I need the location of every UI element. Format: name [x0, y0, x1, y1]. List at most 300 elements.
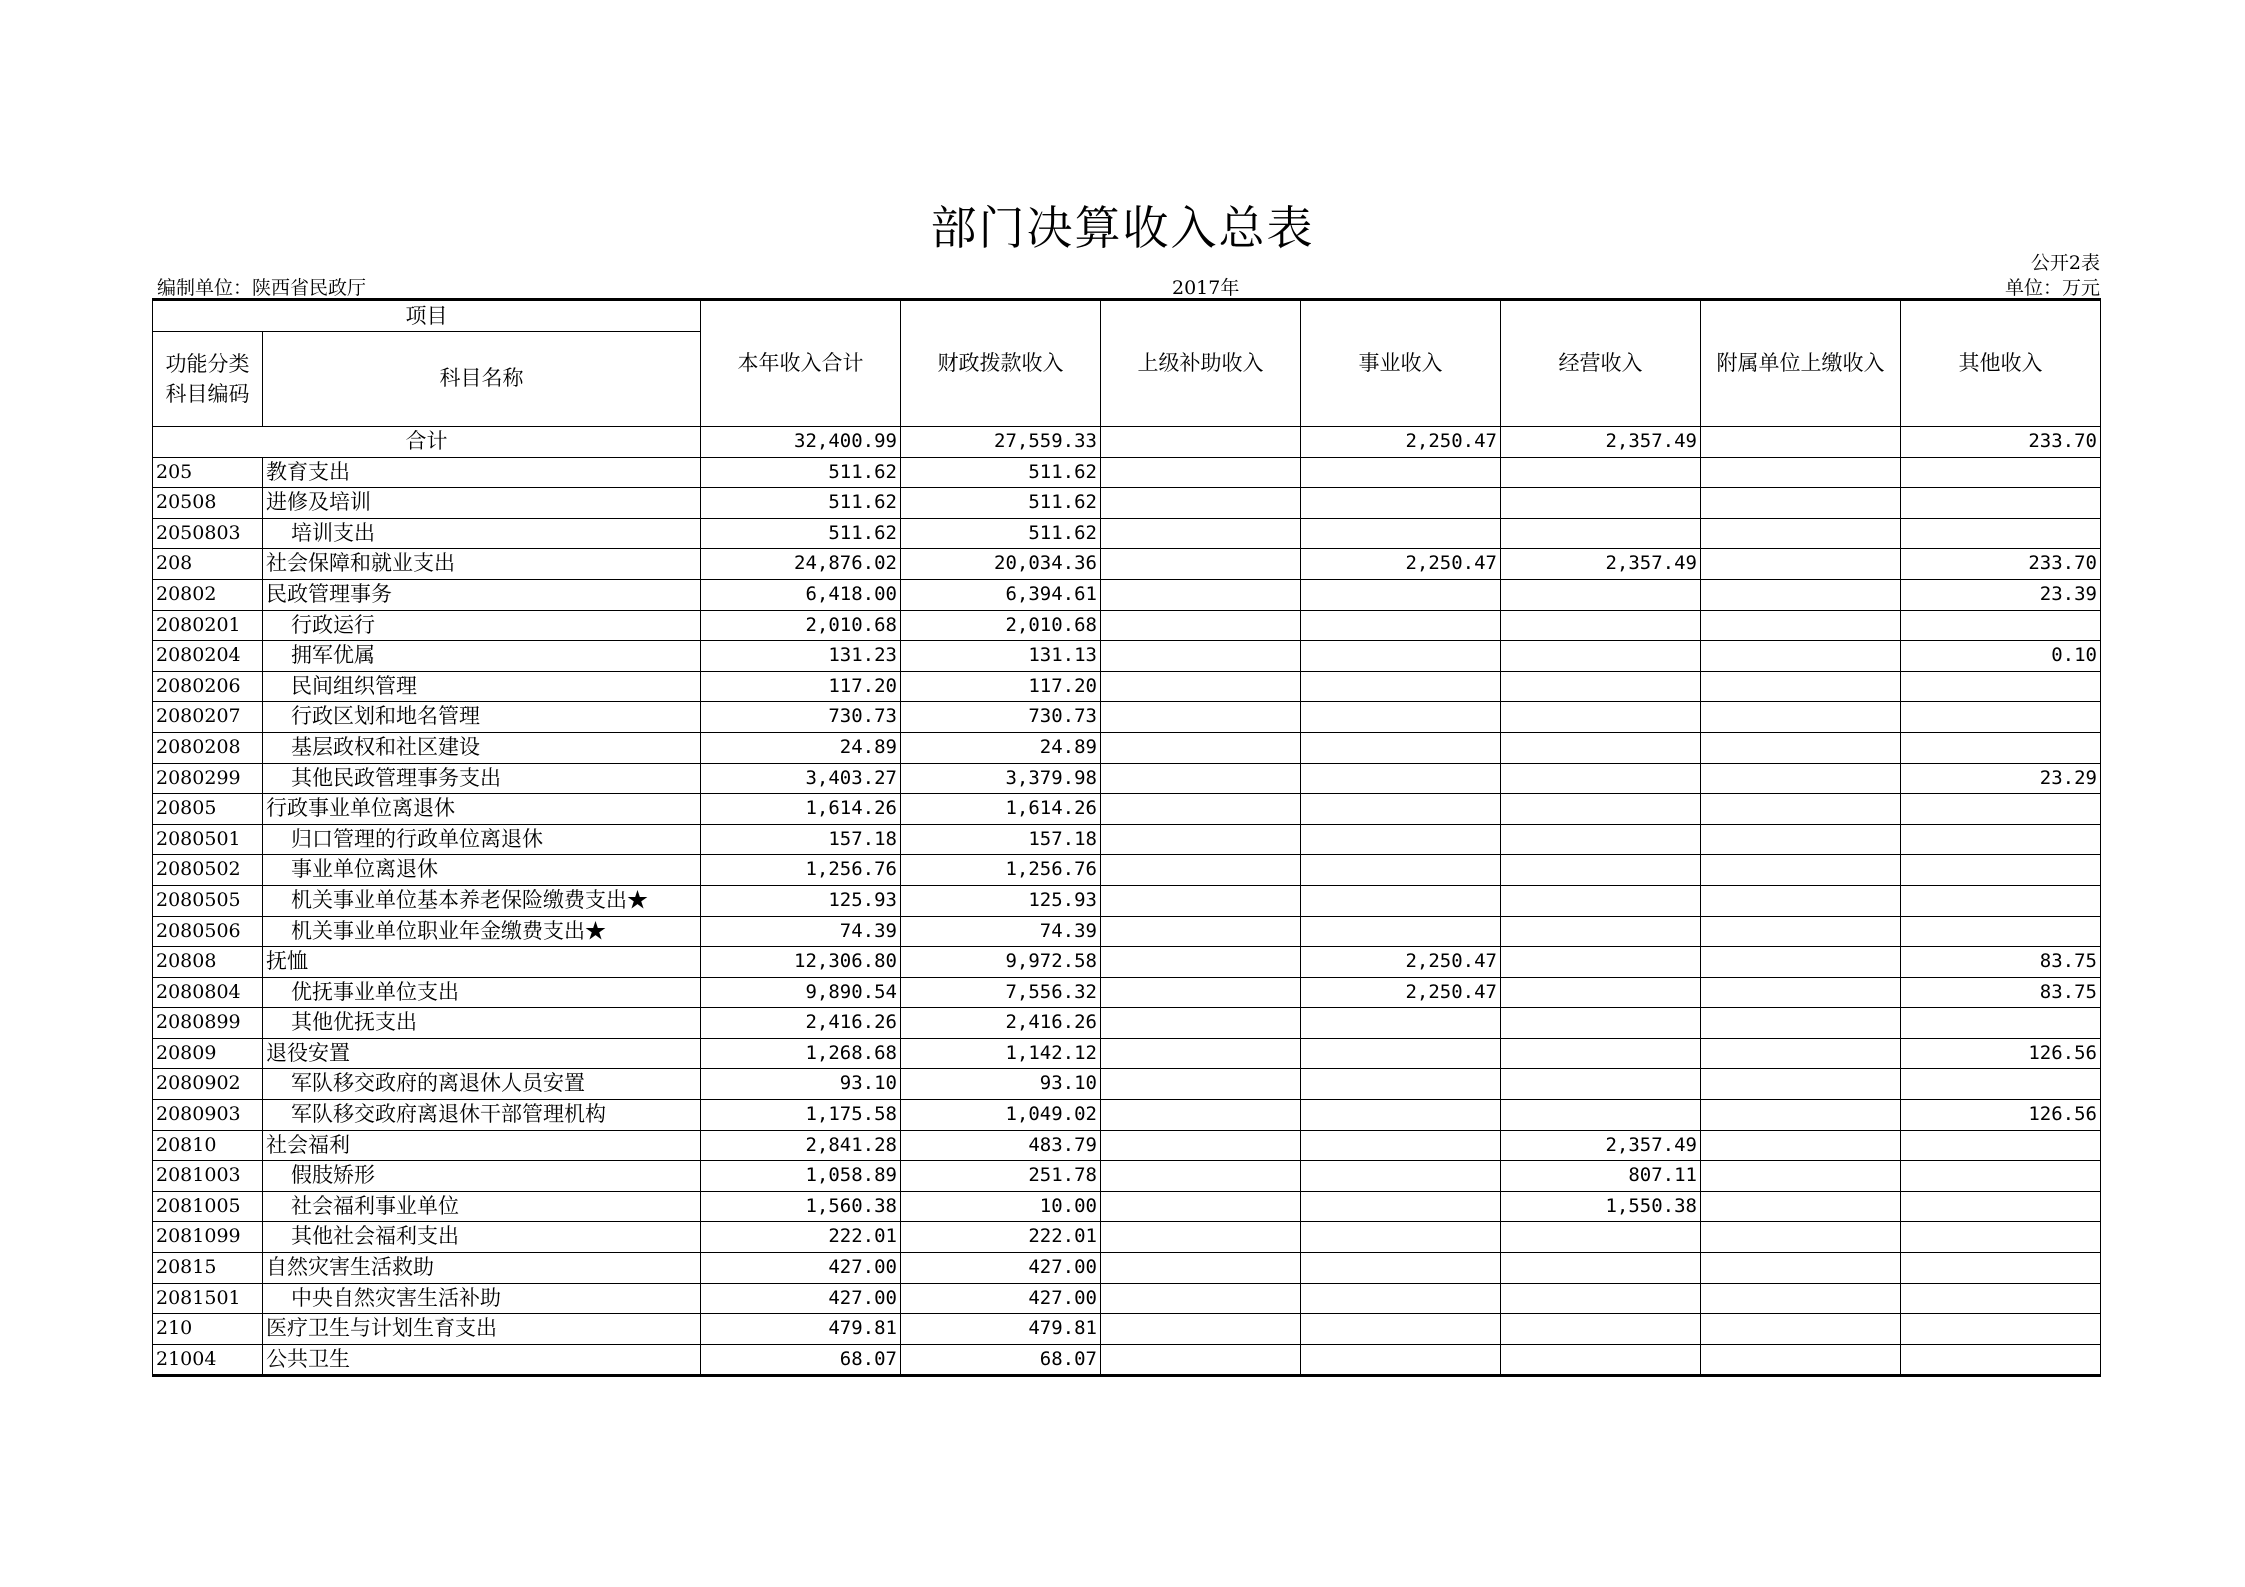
row-value: 1,560.38	[701, 1191, 901, 1222]
row-value	[1301, 1069, 1501, 1100]
row-value: 126.56	[1901, 1100, 2101, 1131]
row-code: 2080207	[153, 702, 263, 733]
row-value: 1,256.76	[701, 855, 901, 886]
table-row	[153, 1130, 2101, 1161]
row-value	[1701, 732, 1901, 763]
table-row	[153, 579, 2101, 610]
row-value	[1301, 518, 1501, 549]
row-value: 427.00	[701, 1283, 901, 1314]
row-value	[1901, 732, 2101, 763]
table-row	[153, 1191, 2101, 1222]
row-value	[1901, 1161, 2101, 1192]
row-value	[1301, 794, 1501, 825]
total-cell: 2,250.47	[1301, 427, 1501, 458]
row-value	[1101, 947, 1301, 978]
row-value: 511.62	[701, 457, 901, 488]
row-value: 12,306.80	[701, 947, 901, 978]
row-value: 24.89	[901, 732, 1101, 763]
row-value: 20,034.36	[901, 549, 1101, 580]
row-name: 民间组织管理	[263, 671, 701, 702]
row-value	[1501, 732, 1701, 763]
row-code: 2080208	[153, 732, 263, 763]
row-value	[1701, 794, 1901, 825]
col-superior-header: 上级补助收入	[1101, 300, 1301, 427]
row-value: 93.10	[701, 1069, 901, 1100]
row-name: 退役安置	[263, 1038, 701, 1069]
row-value	[1701, 1344, 1901, 1376]
row-value	[1901, 794, 2101, 825]
row-code: 20805	[153, 794, 263, 825]
row-value	[1501, 1069, 1701, 1100]
table-row	[153, 1008, 2101, 1039]
row-value	[1101, 488, 1301, 519]
col-operating-header: 经营收入	[1501, 300, 1701, 427]
row-value: 427.00	[901, 1283, 1101, 1314]
row-value	[1901, 916, 2101, 947]
col-code-header: 功能分类科目编码	[153, 332, 263, 427]
row-name: 行政区划和地名管理	[263, 702, 701, 733]
row-value	[1901, 1283, 2101, 1314]
row-value	[1501, 855, 1701, 886]
row-value: 24.89	[701, 732, 901, 763]
row-value	[1301, 763, 1501, 794]
row-value	[1501, 977, 1701, 1008]
row-name: 民政管理事务	[263, 579, 701, 610]
row-value	[1301, 1344, 1501, 1376]
row-value: 2,357.49	[1501, 549, 1701, 580]
income-table	[152, 298, 2101, 1377]
row-value	[1301, 1314, 1501, 1345]
row-value: 1,614.26	[701, 794, 901, 825]
row-name: 抚恤	[263, 947, 701, 978]
row-code: 2081003	[153, 1161, 263, 1192]
row-value: 74.39	[701, 916, 901, 947]
row-value	[1301, 457, 1501, 488]
row-value	[1701, 824, 1901, 855]
row-value	[1701, 885, 1901, 916]
row-name: 行政事业单位离退休	[263, 794, 701, 825]
row-value	[1701, 916, 1901, 947]
row-name: 军队移交政府的离退休人员安置	[263, 1069, 701, 1100]
row-value	[1701, 1100, 1901, 1131]
row-value	[1301, 1191, 1501, 1222]
row-value	[1501, 610, 1701, 641]
row-value: 1,142.12	[901, 1038, 1101, 1069]
table-row	[153, 488, 2101, 519]
table-row	[153, 610, 2101, 641]
row-value	[1101, 916, 1301, 947]
row-code: 2080899	[153, 1008, 263, 1039]
row-value	[1501, 794, 1701, 825]
row-value	[1701, 488, 1901, 519]
row-value	[1701, 671, 1901, 702]
row-value	[1101, 1100, 1301, 1131]
page-title: 部门决算收入总表	[930, 201, 1315, 255]
row-value	[1101, 1161, 1301, 1192]
row-value: 2,357.49	[1501, 1130, 1701, 1161]
row-value	[1301, 1038, 1501, 1069]
col-fiscal-header: 财政拨款收入	[901, 300, 1101, 427]
row-value: 479.81	[901, 1314, 1101, 1345]
row-value	[1501, 579, 1701, 610]
row-value	[1301, 1130, 1501, 1161]
row-value	[1701, 1069, 1901, 1100]
row-value	[1301, 671, 1501, 702]
row-value: 131.23	[701, 641, 901, 672]
table-row	[153, 1100, 2101, 1131]
row-value	[1101, 1314, 1301, 1345]
row-value	[1501, 947, 1701, 978]
row-value	[1901, 1191, 2101, 1222]
row-value	[1501, 1314, 1701, 1345]
row-value	[1101, 641, 1301, 672]
row-value	[1301, 579, 1501, 610]
row-value	[1901, 488, 2101, 519]
row-value: 511.62	[901, 518, 1101, 549]
row-value: 511.62	[701, 518, 901, 549]
row-value	[1901, 1314, 2101, 1345]
row-value	[1901, 885, 2101, 916]
total-cell: 32,400.99	[701, 427, 901, 458]
row-value	[1701, 855, 1901, 886]
row-value	[1101, 579, 1301, 610]
table-row	[153, 1253, 2101, 1284]
row-name: 拥军优属	[263, 641, 701, 672]
row-value	[1301, 1283, 1501, 1314]
row-code: 2080502	[153, 855, 263, 886]
table-row	[153, 763, 2101, 794]
row-name: 其他社会福利支出	[263, 1222, 701, 1253]
row-value	[1701, 1253, 1901, 1284]
row-value: 24,876.02	[701, 549, 901, 580]
row-value: 2,250.47	[1301, 977, 1501, 1008]
col-total-header: 本年收入合计	[701, 300, 901, 427]
row-value	[1901, 824, 2101, 855]
row-value	[1101, 855, 1301, 886]
row-value	[1101, 610, 1301, 641]
row-value: 1,049.02	[901, 1100, 1101, 1131]
row-value: 9,890.54	[701, 977, 901, 1008]
row-name: 进修及培训	[263, 488, 701, 519]
row-value	[1901, 1130, 2101, 1161]
table-row	[153, 1222, 2101, 1253]
row-value	[1101, 1130, 1301, 1161]
row-value	[1701, 1038, 1901, 1069]
row-value: 157.18	[901, 824, 1101, 855]
table-row	[153, 1314, 2101, 1345]
row-value: 1,614.26	[901, 794, 1101, 825]
table-row	[153, 732, 2101, 763]
row-value	[1301, 488, 1501, 519]
row-value: 233.70	[1901, 549, 2101, 580]
row-value: 222.01	[901, 1222, 1101, 1253]
row-value: 131.13	[901, 641, 1101, 672]
year-label: 2017年	[1172, 277, 1240, 299]
row-value: 2,841.28	[701, 1130, 901, 1161]
row-value	[1301, 824, 1501, 855]
row-code: 2080505	[153, 885, 263, 916]
row-code: 2080902	[153, 1069, 263, 1100]
row-name: 优抚事业单位支出	[263, 977, 701, 1008]
table-body	[153, 427, 2101, 1376]
row-value: 222.01	[701, 1222, 901, 1253]
row-value	[1901, 1008, 2101, 1039]
row-code: 21004	[153, 1344, 263, 1376]
row-value	[1301, 641, 1501, 672]
row-name: 机关事业单位职业年金缴费支出★	[263, 916, 701, 947]
row-value	[1301, 732, 1501, 763]
total-cell	[1101, 427, 1301, 458]
row-value	[1901, 702, 2101, 733]
col-affiliate-header: 附属单位上缴收入	[1701, 300, 1901, 427]
item-header: 项目	[153, 300, 701, 332]
total-label: 合计	[153, 427, 701, 458]
row-name: 其他民政管理事务支出	[263, 763, 701, 794]
row-code: 20810	[153, 1130, 263, 1161]
row-name: 其他优抚支出	[263, 1008, 701, 1039]
row-value: 117.20	[901, 671, 1101, 702]
row-value	[1101, 732, 1301, 763]
table-row	[153, 671, 2101, 702]
row-value	[1501, 457, 1701, 488]
row-value	[1101, 1222, 1301, 1253]
row-name: 行政运行	[263, 610, 701, 641]
row-value	[1901, 518, 2101, 549]
table-row	[153, 1069, 2101, 1100]
table-row	[153, 947, 2101, 978]
row-value	[1301, 1008, 1501, 1039]
row-value	[1101, 824, 1301, 855]
total-cell: 2,357.49	[1501, 427, 1701, 458]
row-value: 2,250.47	[1301, 947, 1501, 978]
row-value	[1101, 702, 1301, 733]
row-value	[1101, 794, 1301, 825]
row-name: 归口管理的行政单位离退休	[263, 824, 701, 855]
row-value: 83.75	[1901, 977, 2101, 1008]
row-value: 3,403.27	[701, 763, 901, 794]
row-value: 807.11	[1501, 1161, 1701, 1192]
table-row	[153, 824, 2101, 855]
row-code: 2080501	[153, 824, 263, 855]
table-row	[153, 641, 2101, 672]
row-value	[1901, 1253, 2101, 1284]
row-value	[1101, 1283, 1301, 1314]
col-business-header: 事业收入	[1301, 300, 1501, 427]
row-value	[1701, 1130, 1901, 1161]
row-code: 20815	[153, 1253, 263, 1284]
row-value	[1101, 1253, 1301, 1284]
row-value	[1301, 916, 1501, 947]
row-value: 1,058.89	[701, 1161, 901, 1192]
row-name: 公共卫生	[263, 1344, 701, 1376]
row-code: 2080804	[153, 977, 263, 1008]
row-name: 培训支出	[263, 518, 701, 549]
row-value: 251.78	[901, 1161, 1101, 1192]
row-value: 2,250.47	[1301, 549, 1501, 580]
row-name: 教育支出	[263, 457, 701, 488]
row-value: 126.56	[1901, 1038, 2101, 1069]
row-value: 93.10	[901, 1069, 1101, 1100]
row-value	[1501, 1344, 1701, 1376]
row-value: 9,972.58	[901, 947, 1101, 978]
total-row	[153, 427, 2101, 458]
row-value	[1701, 1222, 1901, 1253]
row-value	[1701, 1191, 1901, 1222]
row-value	[1101, 549, 1301, 580]
org-label: 编制单位：陕西省民政厅	[157, 277, 367, 299]
row-code: 20809	[153, 1038, 263, 1069]
header-row-1	[153, 300, 2101, 332]
row-value	[1701, 549, 1901, 580]
row-value	[1501, 518, 1701, 549]
row-code: 2050803	[153, 518, 263, 549]
row-value: 511.62	[701, 488, 901, 519]
row-value	[1501, 702, 1701, 733]
table-row	[153, 1283, 2101, 1314]
row-value: 1,268.68	[701, 1038, 901, 1069]
row-value: 730.73	[701, 702, 901, 733]
row-value: 7,556.32	[901, 977, 1101, 1008]
row-value: 1,550.38	[1501, 1191, 1701, 1222]
row-name: 社会福利事业单位	[263, 1191, 701, 1222]
row-value	[1501, 671, 1701, 702]
row-code: 20508	[153, 488, 263, 519]
row-value: 2,416.26	[701, 1008, 901, 1039]
row-value	[1501, 488, 1701, 519]
row-value: 1,175.58	[701, 1100, 901, 1131]
table-row	[153, 977, 2101, 1008]
row-code: 208	[153, 549, 263, 580]
row-value: 68.07	[701, 1344, 901, 1376]
row-value	[1701, 1314, 1901, 1345]
row-value: 74.39	[901, 916, 1101, 947]
row-name: 医疗卫生与计划生育支出	[263, 1314, 701, 1345]
row-value	[1901, 855, 2101, 886]
total-cell: 27,559.33	[901, 427, 1101, 458]
row-value	[1701, 763, 1901, 794]
row-value: 23.39	[1901, 579, 2101, 610]
row-value	[1701, 641, 1901, 672]
row-value: 483.79	[901, 1130, 1101, 1161]
row-name: 自然灾害生活救助	[263, 1253, 701, 1284]
row-value	[1101, 885, 1301, 916]
row-value: 125.93	[901, 885, 1101, 916]
row-code: 2080204	[153, 641, 263, 672]
row-code: 2080903	[153, 1100, 263, 1131]
row-value	[1501, 763, 1701, 794]
row-value: 427.00	[701, 1253, 901, 1284]
row-value	[1501, 1283, 1701, 1314]
row-value: 2,010.68	[901, 610, 1101, 641]
row-value: 0.10	[1901, 641, 2101, 672]
unit-label: 单位：万元	[2004, 277, 2100, 299]
table-row	[153, 794, 2101, 825]
table-row	[153, 457, 2101, 488]
row-value	[1101, 518, 1301, 549]
row-value: 83.75	[1901, 947, 2101, 978]
row-value: 6,394.61	[901, 579, 1101, 610]
row-value	[1501, 1100, 1701, 1131]
row-value	[1301, 610, 1501, 641]
row-value	[1101, 1191, 1301, 1222]
table-row	[153, 549, 2101, 580]
row-value	[1101, 457, 1301, 488]
row-value	[1701, 702, 1901, 733]
row-name: 社会福利	[263, 1130, 701, 1161]
row-name: 军队移交政府离退休干部管理机构	[263, 1100, 701, 1131]
row-name: 事业单位离退休	[263, 855, 701, 886]
table-row	[153, 702, 2101, 733]
table-row	[153, 916, 2101, 947]
row-value	[1301, 702, 1501, 733]
row-value	[1701, 610, 1901, 641]
row-value: 3,379.98	[901, 763, 1101, 794]
row-value: 511.62	[901, 457, 1101, 488]
row-value	[1101, 1008, 1301, 1039]
row-value	[1501, 1038, 1701, 1069]
row-value	[1301, 1253, 1501, 1284]
row-value	[1701, 518, 1901, 549]
row-value	[1501, 1253, 1701, 1284]
total-cell: 233.70	[1901, 427, 2101, 458]
row-value: 479.81	[701, 1314, 901, 1345]
row-value	[1701, 457, 1901, 488]
row-value	[1701, 1283, 1901, 1314]
row-value: 1,256.76	[901, 855, 1101, 886]
row-value: 6,418.00	[701, 579, 901, 610]
table-number: 公开2表	[2030, 252, 2100, 274]
row-value	[1901, 1222, 2101, 1253]
row-value	[1701, 977, 1901, 1008]
row-value: 157.18	[701, 824, 901, 855]
row-value: 427.00	[901, 1253, 1101, 1284]
table-row	[153, 1344, 2101, 1376]
row-value	[1701, 1008, 1901, 1039]
row-code: 210	[153, 1314, 263, 1345]
row-value	[1101, 671, 1301, 702]
row-code: 2080506	[153, 916, 263, 947]
row-value	[1501, 885, 1701, 916]
row-value: 125.93	[701, 885, 901, 916]
row-value: 2,416.26	[901, 1008, 1101, 1039]
row-name: 假肢矫形	[263, 1161, 701, 1192]
row-code: 2081005	[153, 1191, 263, 1222]
row-value	[1901, 457, 2101, 488]
row-value	[1301, 1222, 1501, 1253]
table-row	[153, 1038, 2101, 1069]
row-value	[1101, 1038, 1301, 1069]
row-value	[1901, 1344, 2101, 1376]
row-value	[1901, 1069, 2101, 1100]
total-cell	[1701, 427, 1901, 458]
row-value	[1101, 977, 1301, 1008]
row-value	[1501, 1008, 1701, 1039]
row-value: 68.07	[901, 1344, 1101, 1376]
row-value	[1301, 1161, 1501, 1192]
row-code: 20808	[153, 947, 263, 978]
row-code: 205	[153, 457, 263, 488]
row-value	[1301, 885, 1501, 916]
col-other-header: 其他收入	[1901, 300, 2101, 427]
row-value	[1701, 947, 1901, 978]
col-name-header: 科目名称	[263, 332, 701, 427]
row-value	[1101, 763, 1301, 794]
row-name: 基层政权和社区建设	[263, 732, 701, 763]
row-value	[1101, 1344, 1301, 1376]
row-value: 10.00	[901, 1191, 1101, 1222]
row-code: 2080299	[153, 763, 263, 794]
row-name: 社会保障和就业支出	[263, 549, 701, 580]
